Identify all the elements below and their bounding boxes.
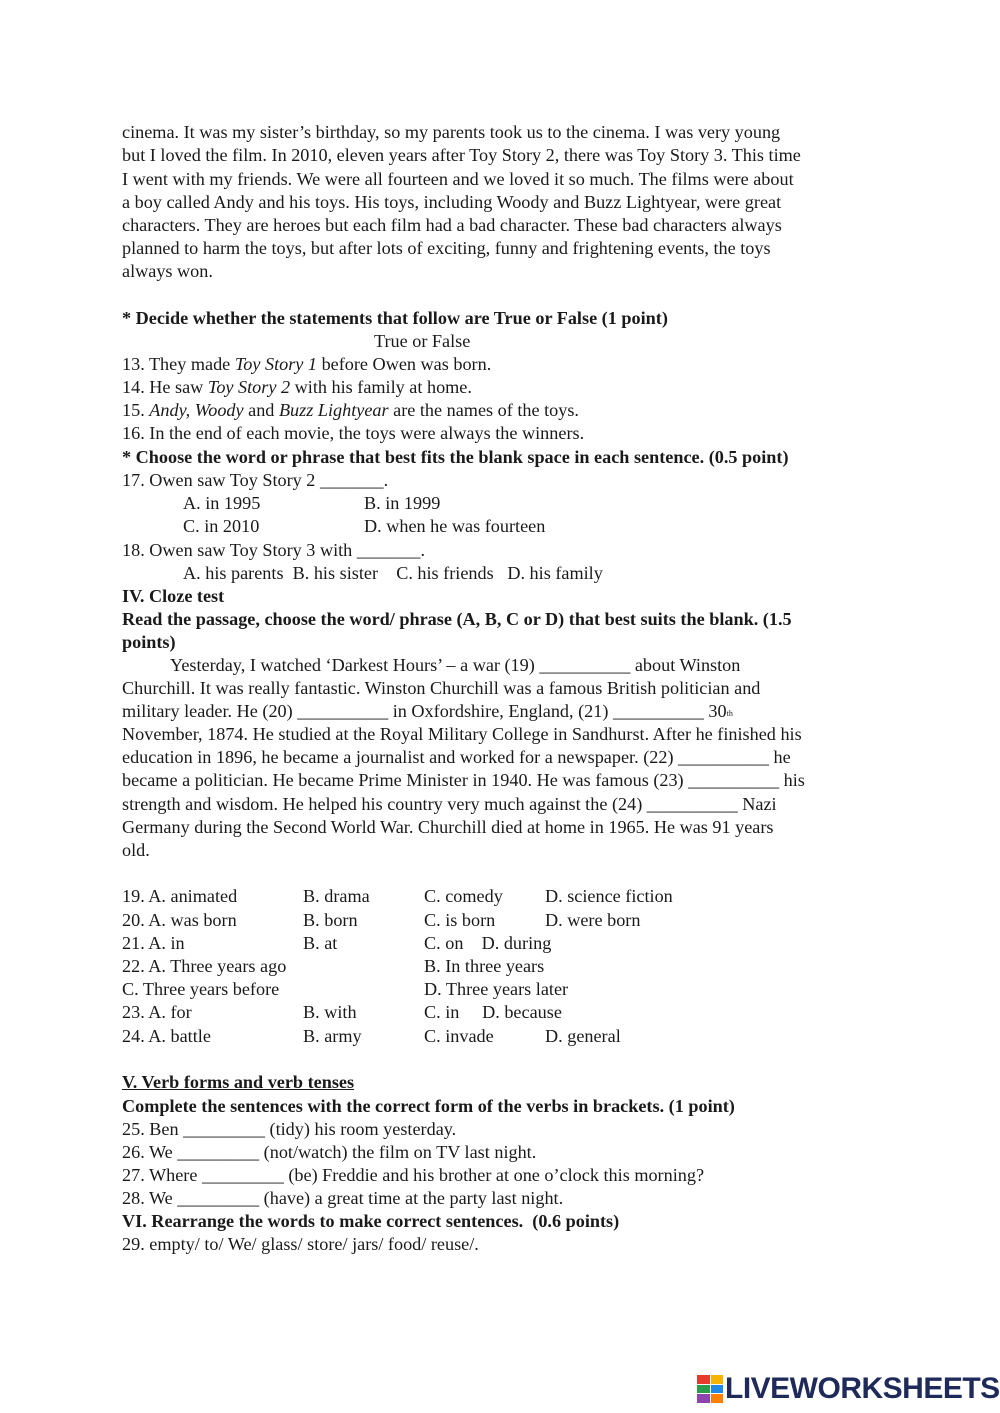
option-24a: 24. A. battle [122,1026,211,1046]
question-29: 29. empty/ to/ We/ glass/ store/ jars/ food/ reuse/. [122,1234,479,1254]
passage-line: planned to harm the toys, but after lots of exciting, funny and frightening events, the toys [122,238,771,258]
cloze-passage-line: Germany during the Second World War. Churchill died at home in 1965. He was 91 years [122,817,774,837]
cloze-passage-line: strength and wisdom. He helped his country very much against the (24) __________ Nazi [122,794,777,814]
verbs-instruction: Complete the sentences with the correct form of the verbs in brackets. (1 point) [122,1096,735,1116]
cloze-passage-line: education in 1896, he became a journalist and worked for a newspaper. (22) __________ he [122,747,791,767]
question-14: 14. He saw Toy Story 2 with his family at home. [122,377,472,397]
question-26: 26. We _________ (not/watch) the film on TV last night. [122,1142,537,1162]
question-18: 18. Owen saw Toy Story 3 with _______. [122,540,426,560]
option-21a: 21. A. in [122,933,185,953]
cloze-title: IV. Cloze test [122,586,225,606]
question-16: 16. In the end of each movie, the toys were always the winners. [122,423,585,443]
option-21b: B. at [303,933,338,953]
option-17c: C. in 2010 [183,516,260,536]
option-17a: A. in 1995 [183,493,261,513]
question-27: 27. Where _________ (be) Freddie and his brother at one o’clock this morning? [122,1165,705,1185]
option-20d: D. were born [545,910,641,930]
liveworksheets-logo [697,1372,1000,1406]
option-23cd: C. in D. because [424,1002,562,1022]
logo-text: LIVEWORKSHEETS [725,1372,1000,1405]
passage-line: a boy called Andy and his toys. His toys, including Woody and Buzz Lightyear, were great [122,192,782,212]
option-17d: D. when he was fourteen [364,516,546,536]
tf-heading: * Decide whether the statements that follow are True or False (1 point) [122,308,668,328]
option-19b: B. drama [303,886,370,906]
option-19a: 19. A. animated [122,886,238,906]
option-20c: C. is born [424,910,496,930]
option-24c: C. invade [424,1026,494,1046]
verbs-title: V. Verb forms and verb tenses [122,1072,355,1092]
cloze-passage-line: old. [122,840,150,860]
cloze-passage-line: Churchill. It was really fantastic. Winston Churchill was a famous British politician and [122,678,761,698]
cloze-passage-line: Yesterday, I watched ‘Darkest Hours’ – a war (19) __________ about Winston [170,655,741,675]
question-25: 25. Ben _________ (tidy) his room yesterday. [122,1119,457,1139]
option-24d: D. general [545,1026,621,1046]
option-23b: B. with [303,1002,357,1022]
option-22a: 22. A. Three years ago [122,956,287,976]
liveworksheets-mark-icon [697,1375,723,1403]
tf-subheading: True or False [374,331,471,351]
option-22c: C. Three years before [122,979,280,999]
option-17b: B. in 1999 [364,493,441,513]
passage-line: always won. [122,261,213,281]
option-19d: D. science fiction [545,886,673,906]
option-19c: C. comedy [424,886,503,906]
cloze-passage-line: became a politician. He became Prime Minister in 1940. He was famous (23) __________ his [122,770,805,790]
rearrange-title: VI. Rearrange the words to make correct sentences. (0.6 points) [122,1211,620,1231]
cloze-instruction-cont: points) [122,632,176,652]
passage-line: cinema. It was my sister’s birthday, so my parents took us to the cinema. I was very young [122,122,781,142]
option-20a: 20. A. was born [122,910,237,930]
options-18: A. his parents B. his sister C. his friends D. his family [183,563,603,583]
question-28: 28. We _________ (have) a great time at the party last night. [122,1188,564,1208]
passage-line: I went with my friends. We were all fourteen and we loved it so much. The films were about [122,169,794,189]
passage-line: but I loved the film. In 2010, eleven years after Toy Story 2, there was Toy Story 3. This time [122,145,801,165]
cloze-passage-line: military leader. He (20) __________ in Oxfordshire, England, (21) __________ 30th [122,701,733,721]
cloze-passage-line: November, 1874. He studied at the Royal Military College in Sandhurst. After he finished his [122,724,802,744]
option-22d: D. Three years later [424,979,569,999]
option-23a: 23. A. for [122,1002,192,1022]
question-13: 13. They made Toy Story 1 before Owen was born. [122,354,492,374]
option-24b: B. army [303,1026,362,1046]
option-22b: B. In three years [424,956,545,976]
mc-heading: * Choose the word or phrase that best fits the blank space in each sentence. (0.5 point) [122,447,789,467]
option-21cd: C. on D. during [424,933,552,953]
cloze-instruction: Read the passage, choose the word/ phrase (A, B, C or D) that best suits the blank. (1.5 [122,609,792,629]
question-15: 15. Andy, Woody and Buzz Lightyear are the names of the toys. [122,400,579,420]
option-20b: B. born [303,910,358,930]
passage-line: characters. They are heroes but each film had a bad character. These bad characters always [122,215,782,235]
question-17: 17. Owen saw Toy Story 2 _______. [122,470,389,490]
